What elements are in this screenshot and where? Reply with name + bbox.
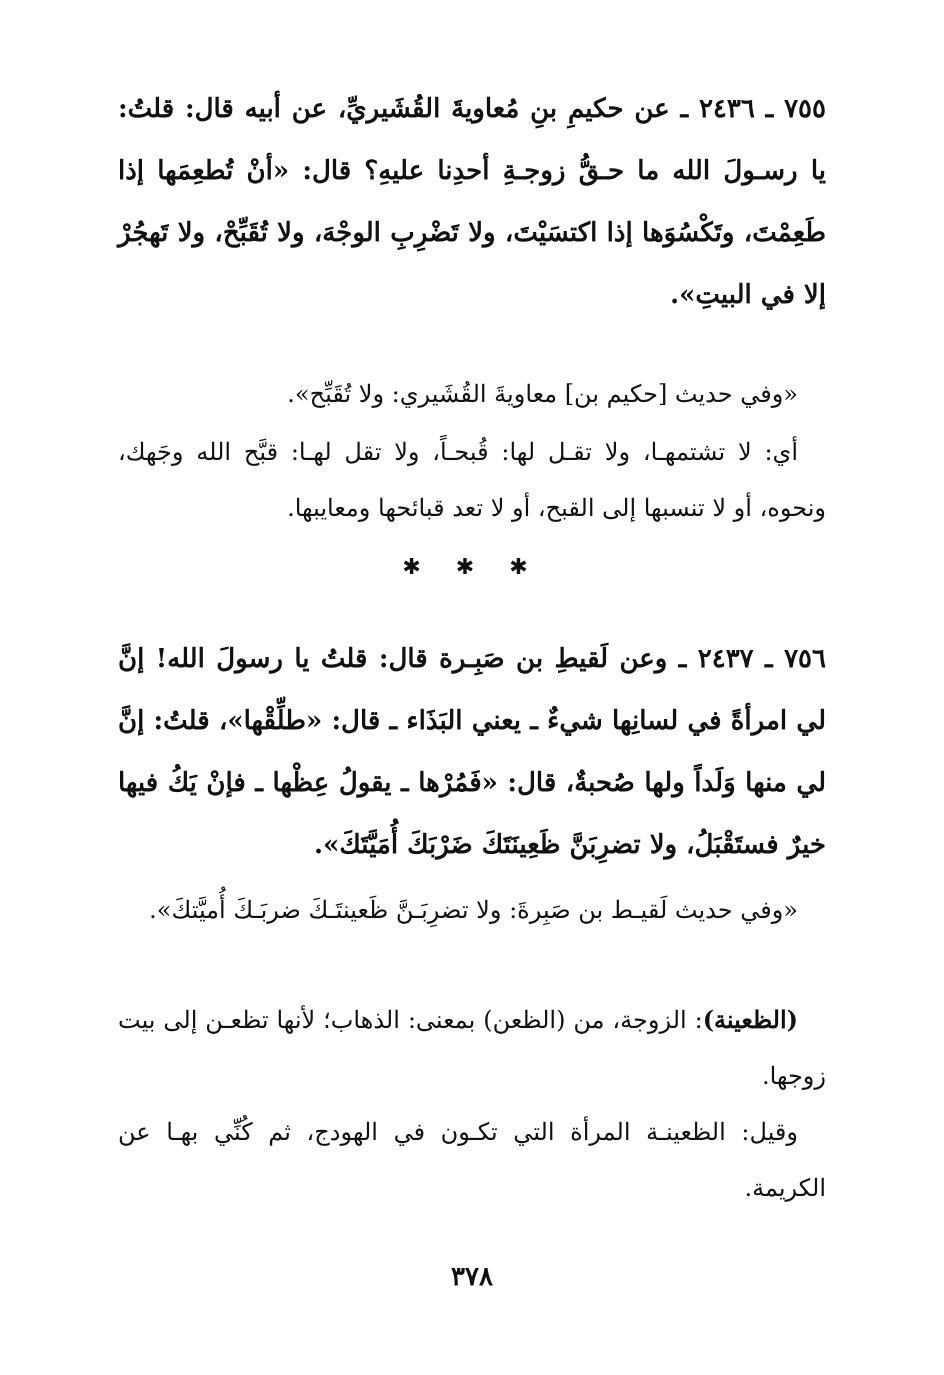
term-definition: : الزوجة، من (الظعن) بمعنى: الذهاب؛ لأنها تظعـن إلى بيت زوجها.: [118, 1006, 826, 1090]
note-756-alternative: وقيل: الظعينـة المرأة التي تكـون في الهودج، ثم كُنِّي بهـا عن الكريمة.: [118, 1118, 826, 1202]
note-756-definition: [118, 992, 826, 1104]
note-755-explanation: أي: لا تشتمهـا، ولا تقـل لها: قُبحـاً، ولا تقل لهـا: قبَّح الله وجَهك، ونحوه، أو لا تنسبها إلى القبح، أو لا تعد قبائحها ومعايبها.: [118, 438, 826, 522]
note-756-quote: «وفي حديث لَقيـط بن صَبِرةَ: ولا تضرِبَـنَّ ظَعينتَـكَ ضربَـكَ أُميَّتكَ».: [149, 896, 798, 924]
defined-term: (الظعينة): [702, 1005, 798, 1034]
hadith-755: ٧٥٥ ـ ٢٤٣٦ ـ عن حكيمِ بنِ مُعاويةَ القُشَيريِّ، عن أبيه قال: قلتُ: يا رسـولَ الله ما حـقُّ زوجـةِ أحدِنا عليهِ؟ قال: «أنْ تُطعِمَها إذا طَعِمْتَ، وتَكْسُوَها إذا اكتسَيْتَ، ولا تَضْرِبِ الوجْهَ، ولا تُقَبِّحْ، ولا تَهجُرْ إلا في البيتِ».: [118, 94, 826, 310]
section-separator: ✱ ✱ ✱: [402, 555, 542, 580]
note-755-quote: «وفي حديث [حكيم بن] معاويةَ القُشَيري: ولا تُقَبِّح».: [287, 380, 798, 408]
hadith-756: ٧٥٦ ـ ٢٤٣٧ ـ وعن لَقيطِ بن صَبِـرة قال: قلتُ يا رسولَ الله! إنَّ لي امرأةً في لسانِها شيءٌ ـ يعني البَذَاء ـ قال: «طلِّقْها»، قلتُ: إنَّ لي منها وَلَداً ولها صُحبةٌ، قال: «فَمُرْها ـ يقولُ عِظْها ـ فإنْ يَكُ فيها خيرٌ فستَقْبَلُ، ولا تضرِبَنَّ ظَعِينَتَكَ ضَرْبَكَ أُمَيَّتَكَ».: [118, 644, 826, 860]
page-number: ٣٧٨: [451, 1262, 493, 1292]
